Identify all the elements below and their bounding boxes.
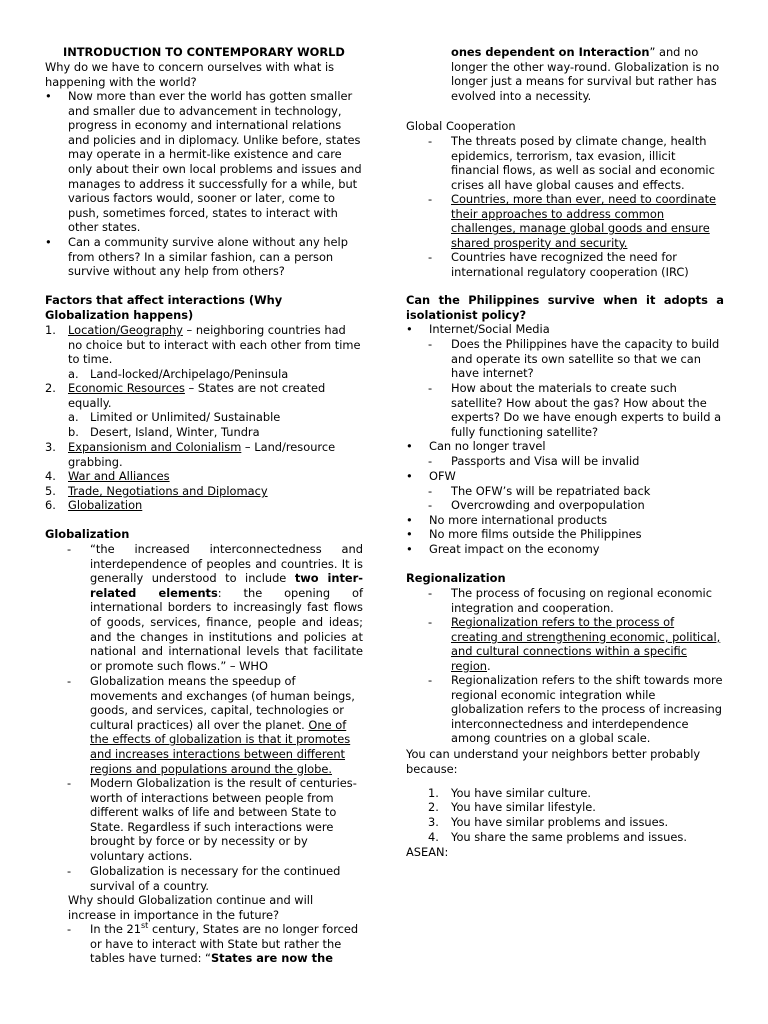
- reason-item-3: 3. You have similar problems and issues.: [428, 815, 669, 829]
- bullet-icon: •: [406, 322, 413, 336]
- global-cooperation-heading: Global Cooperation: [406, 119, 516, 133]
- regionalization-item-2: - Regionalization refers to the process of creating and strengthening economic, political, and cultural connections within a specific region.: [428, 615, 721, 673]
- bullet-icon: •: [406, 527, 413, 541]
- ph-bullet-travel: • Can no longer travel: [406, 439, 546, 453]
- dash-icon: -: [67, 776, 72, 790]
- ph-bullet-ofw: • OFW: [406, 469, 456, 483]
- factor-label: Location/Geography: [68, 323, 183, 337]
- intro-bullet-2: • Can a community survive alone without any help from others? In a similar fashion, can a person survive without any help from others?: [45, 235, 348, 279]
- regionalization-item-3: - Regionalization refers to the shift towards more regional economic integration while globalization refers to the process of increasing interconnectedness and interdependence among countries on a global scale.: [428, 673, 723, 746]
- factor-label: Globalization: [68, 498, 143, 512]
- ph-internet-sub-1: - Does the Philippines have the capacity to build and operate its own satellite so that we can have internet?: [428, 337, 720, 381]
- factor-label: War and Alliances: [68, 469, 170, 483]
- bullet-icon: •: [406, 513, 413, 527]
- factor-item-1: 1. Location/Geography – neighboring countries had no choice but to interact with each other from time to time. a. Land-locked/Archipelago/Peninsula: [45, 323, 363, 381]
- cooperation-item-2: - Countries, more than ever, need to coordinate their approaches to address common challenges, manage global goods and ensure shared prosperity and security.: [428, 192, 717, 250]
- document-title: INTRODUCTION TO CONTEMPORARY WORLD: [63, 45, 345, 59]
- globalization-item-3: - Modern Globalization is the result of centuries-worth of interactions between people from different walks of life and between State to State. Regardless if such interactions were brought by force or by necessity or by voluntary actions.: [67, 776, 357, 863]
- dash-icon: -: [428, 484, 433, 498]
- factor-subitem: a. Limited or Unlimited/ Sustainable: [68, 410, 281, 425]
- factor-item-6: 6. Globalization: [45, 498, 143, 512]
- factor-subitem: a. Land-locked/Archipelago/Peninsula: [68, 366, 289, 381]
- ph-bullet-films: • No more films outside the Philippines: [406, 527, 642, 541]
- ph-internet-sub-2: - How about the materials to create such satellite? How about the gas? How about the experts? Do we have enough experts to build a fully functioning satellite?: [428, 381, 722, 439]
- ph-bullet-products: • No more international products: [406, 513, 608, 527]
- bullet-icon: •: [45, 89, 52, 103]
- ph-bullet-economy: • Great impact on the economy: [406, 542, 600, 556]
- bullet-icon: •: [45, 235, 52, 249]
- factor-item-2: 2. Economic Resources – States are not created equally. a. Limited or Unlimited/ Sustainable b. Desert, Island, Winter, Tundra: [45, 381, 363, 439]
- ph-ofw-sub-1: - The OFW’s will be repatriated back: [428, 484, 651, 498]
- factor-label: Economic Resources: [68, 381, 185, 395]
- dash-icon: -: [428, 250, 433, 264]
- bullet-icon: •: [406, 542, 413, 556]
- reason-item-2: 2. You have similar lifestyle.: [428, 800, 596, 814]
- dash-icon: -: [428, 673, 433, 687]
- dash-icon: -: [428, 586, 433, 600]
- reason-item-4: 4. You share the same problems and issues.: [428, 830, 687, 844]
- dash-icon: -: [67, 674, 72, 688]
- reason-item-1: 1. You have similar culture.: [428, 786, 592, 800]
- dash-icon: -: [428, 454, 433, 468]
- cooperation-item-3: - Countries have recognized the need for international regulatory cooperation (IRC): [428, 250, 689, 279]
- philippines-heading: Can the Philippines survive when it adopts a isolationist policy?: [406, 293, 724, 322]
- factor-item-4: 4. War and Alliances: [45, 469, 170, 483]
- cooperation-item-1: - The threats posed by climate change, health epidemics, terrorism, tax evasion, illicit financial flows, as well as social and economic crises all have global causes and effects.: [428, 134, 715, 192]
- intro-bullet-1: • Now more than ever the world has gotten smaller and smaller due to advancement in technology, progress in economy and international relations and policies and in diplomacy. Unlike before, states may operate in a hermit-like existence and care only about their own local problems and issues and manages to address it successfully for a while, but various factors would, sooner or later, come to push, sometimes forced, states to interact with other states.: [45, 89, 362, 235]
- dash-icon: -: [67, 542, 72, 556]
- globalization-item-2: - Globalization means the speedup of movements and exchanges (of human beings, goods, and services, capital, technologies or cultural practices) all over the planet. One of the effects of globalization is that it promotes and increases interactions between different regions and populations around the globe.: [67, 674, 355, 776]
- bullet-icon: •: [406, 439, 413, 453]
- factors-heading: Factors that affect interactions (Why Globalization happens): [45, 293, 283, 322]
- globalization-heading: Globalization: [45, 527, 130, 541]
- century-item: - In the 21st century, States are no longer forced or have to interact with State but rather the tables have turned: “States are now the: [67, 921, 359, 966]
- factor-item-5: 5. Trade, Negotiations and Diplomacy: [45, 484, 268, 498]
- dash-icon: -: [428, 381, 433, 395]
- ph-travel-sub: - Passports and Visa will be invalid: [428, 454, 640, 468]
- ph-bullet-internet: • Internet/Social Media: [406, 322, 550, 336]
- bullet-icon: •: [406, 469, 413, 483]
- dash-icon: -: [428, 337, 433, 351]
- neighbors-text: You can understand your neighbors better probably because:: [406, 747, 701, 776]
- regionalization-item-1: - The process of focusing on regional economic integration and cooperation.: [428, 586, 712, 615]
- factor-label: Trade, Negotiations and Diplomacy: [68, 484, 268, 498]
- dash-icon: -: [428, 192, 433, 206]
- factor-label: Expansionism and Colonialism: [68, 440, 242, 454]
- dash-icon: -: [67, 864, 72, 878]
- dash-icon: -: [428, 615, 433, 629]
- globalization-item-1: - “the increased interconnectedness and interdependence of peoples and countries. It is generally understood to include two inter-related elements: the opening of international borders to increasingly fast flows of goods, services, finance, people and ideas; and the changes in institutions and policies at national and international levels that facilitate or promote such flows.” – WHO: [67, 542, 363, 673]
- dash-icon: -: [428, 498, 433, 512]
- continued-text: ones dependent on Interaction” and no longer the other way-round. Globalization is no longer just a means for survival but rather has evolved into a necessity.: [451, 45, 720, 103]
- globalization-item-4: - Globalization is necessary for the continued survival of a country.: [67, 864, 341, 893]
- regionalization-heading: Regionalization: [406, 571, 506, 585]
- why-question: Why should Globalization continue and will increase in importance in the future?: [68, 893, 314, 922]
- factor-item-3: 3. Expansionism and Colonialism – Land/resource grabbing.: [45, 440, 336, 469]
- intro-question: Why do we have to concern ourselves with what is happening with the world?: [45, 60, 335, 89]
- asean-label: ASEAN:: [406, 845, 449, 859]
- dash-icon: -: [428, 134, 433, 148]
- dash-icon: -: [67, 922, 72, 936]
- ph-ofw-sub-2: - Overcrowding and overpopulation: [428, 498, 645, 512]
- factor-subitem: b. Desert, Island, Winter, Tundra: [68, 424, 260, 439]
